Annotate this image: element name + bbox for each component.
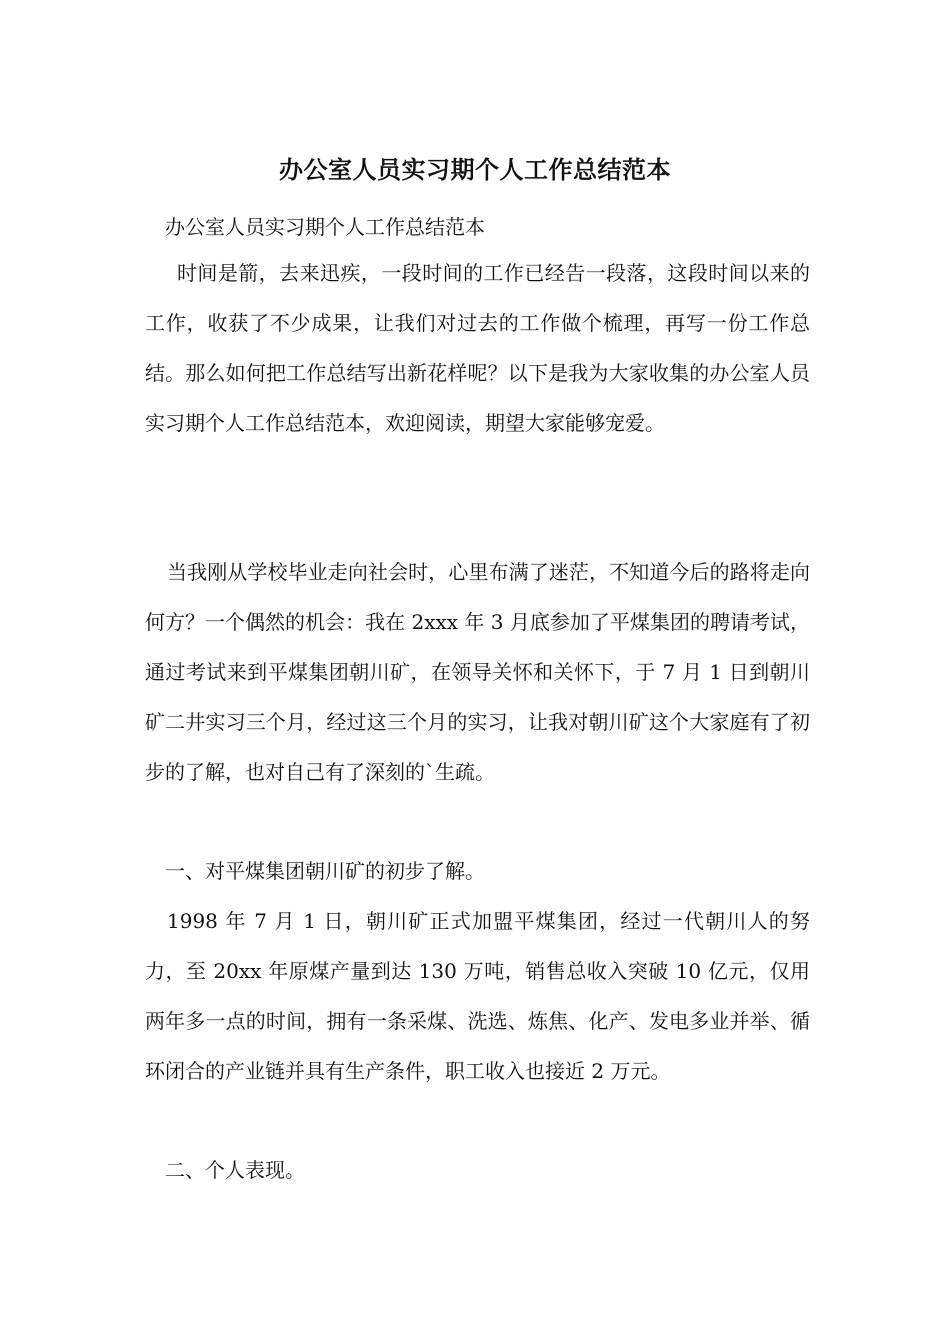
section-2-heading-text: 二、个人表现。 xyxy=(165,1158,305,1182)
story-paragraph xyxy=(145,547,810,797)
subtitle-text: 办公室人员实习期个人工作总结范本 xyxy=(165,215,485,239)
history-paragraph xyxy=(145,896,810,1096)
document-title: 办公室人员实习期个人工作总结范本 xyxy=(279,155,671,184)
story-text: 当我刚从学校毕业走向社会时，心里布满了迷茫，不知道今后的路将走向何方？一个偶然的机会：我在 2xxx 年 3 月底参加了平煤集团的聘请考试，通过考试来到平煤集团朝川矿，在领导关怀和关怀下，于 7 月 1 日到朝川矿二井实习三个月，经过这三个月的实习，让我对朝川矿这个大家庭有了初步的了解，也对自己有了深刻的`生疏。 xyxy=(145,560,810,784)
intro-paragraph xyxy=(145,248,810,448)
document-subtitle xyxy=(145,202,810,252)
section-2-heading xyxy=(145,1145,810,1195)
section-1-heading-text: 一、对平煤集团朝川矿的初步了解。 xyxy=(165,859,485,883)
history-text: 1998 年 7 月 1 日，朝川矿正式加盟平煤集团，经过一代朝川人的努力，至 20xx 年原煤产量到达 130 万吨，销售总收入突破 10 亿元，仅用两年多一点的时间，拥有一条采煤、洗选、炼焦、化产、发电多业并举、循环闭合的产业链并具有生产条件，职工收入也接近 2 万元。 xyxy=(145,909,810,1083)
intro-text: 时间是箭，去来迅疾，一段时间的工作已经告一段落，这段时间以来的工作，收获了不少成果，让我们对过去的工作做个梳理，再写一份工作总结。那么如何把工作总结写出新花样呢？以下是我为大家收集的办公室人员实习期个人工作总结范本，欢迎阅读，期望大家能够宠爱。 xyxy=(145,261,810,435)
section-1-heading xyxy=(145,846,810,896)
